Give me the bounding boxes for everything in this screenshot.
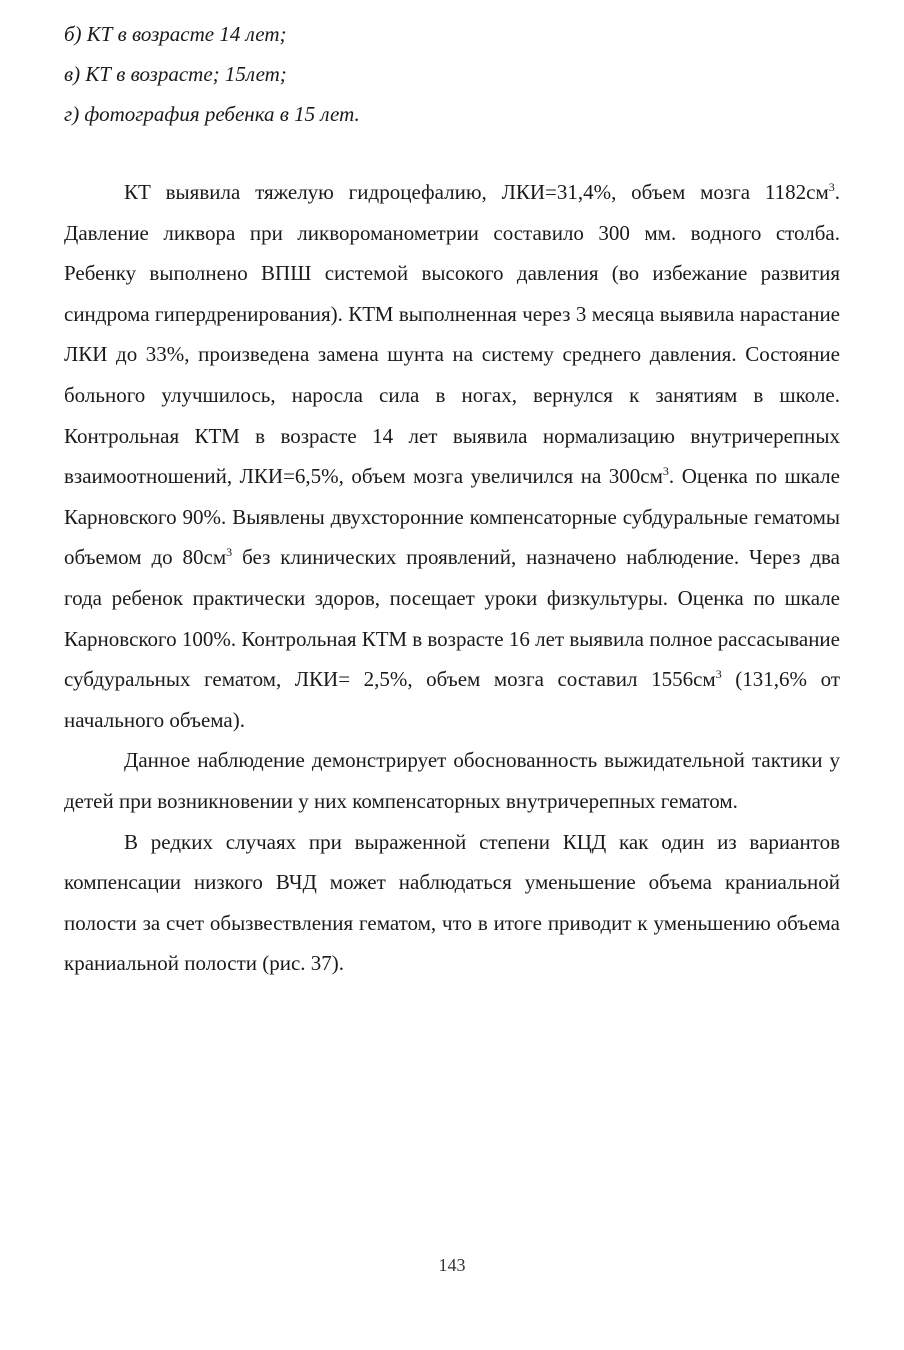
page-number: 143: [438, 1255, 466, 1275]
superscript: 3: [715, 667, 722, 682]
paragraph-rare-cases: В редких случаях при выраженной степени КЦД как один из вариантов компенсации низкого ВЧД может наблюдаться уменьшение объема краниальной полости за счет обызвествления гематом, что в итоге приводит к уменьшению объема краниальной полости (рис. 37).: [64, 829, 840, 976]
superscript: 3: [662, 464, 669, 479]
paragraph-conclusion: Данное наблюдение демонстрирует обоснованность выжидательной тактики у детей при возникновении у них компенсаторных внутричерепных гематом.: [64, 748, 840, 813]
paragraph-text: (131,6% от начального объема).: [64, 667, 840, 732]
paragraph-text: . Оценка по шкале Карновского 90%. Выявлены двухсторонние компенсаторные субдуральные гематомы объемом до 80см: [64, 464, 840, 570]
body-text: [64, 172, 840, 984]
paragraph-text: . Давление ликвора при ликвороманометрии составило 300 мм. водного столба. Ребенку выполнено ВПШ системой высокого давления (во избежание развития синдрома гипердренирования). КТМ выполненная через 3 месяца выявила нарастание ЛКИ до 33%, произведена замена шунта на систему среднего давления. Состояние больного улучшилось, наросла сила в ногах, вернулся к занятиям в школе. Контрольная КТМ в возрасте 14 лет выявила нормализацию внутричерепных взаимоотношений, ЛКИ=6,5%, объем мозга увеличился на 300см: [64, 180, 840, 489]
paragraph-text: без клинических проявлений, назначено наблюдение. Через два года ребенок практически здоров, посещает уроки физкультуры. Оценка по шкале Карновского 100%. Контрольная КТМ в возрасте 16 лет выявила полное рассасывание субдуральных гематом, ЛКИ= 2,5%, объем мозга составил 1556см: [64, 545, 840, 692]
caption-item-g: г) фотография ребенка в 15 лет.: [64, 102, 360, 126]
caption-item-v: в) КТ в возрасте; 15лет;: [64, 62, 287, 86]
superscript: 3: [828, 180, 835, 194]
superscript: 3: [226, 545, 233, 560]
paragraph-text: КТ выявила тяжелую гидроцефалию, ЛКИ=31,4%, объем мозга 1182см: [124, 180, 829, 204]
paragraph-case-description: [64, 172, 840, 740]
figure-caption-list: [64, 14, 844, 134]
caption-item-b: б) КТ в возрасте 14 лет;: [64, 22, 287, 46]
